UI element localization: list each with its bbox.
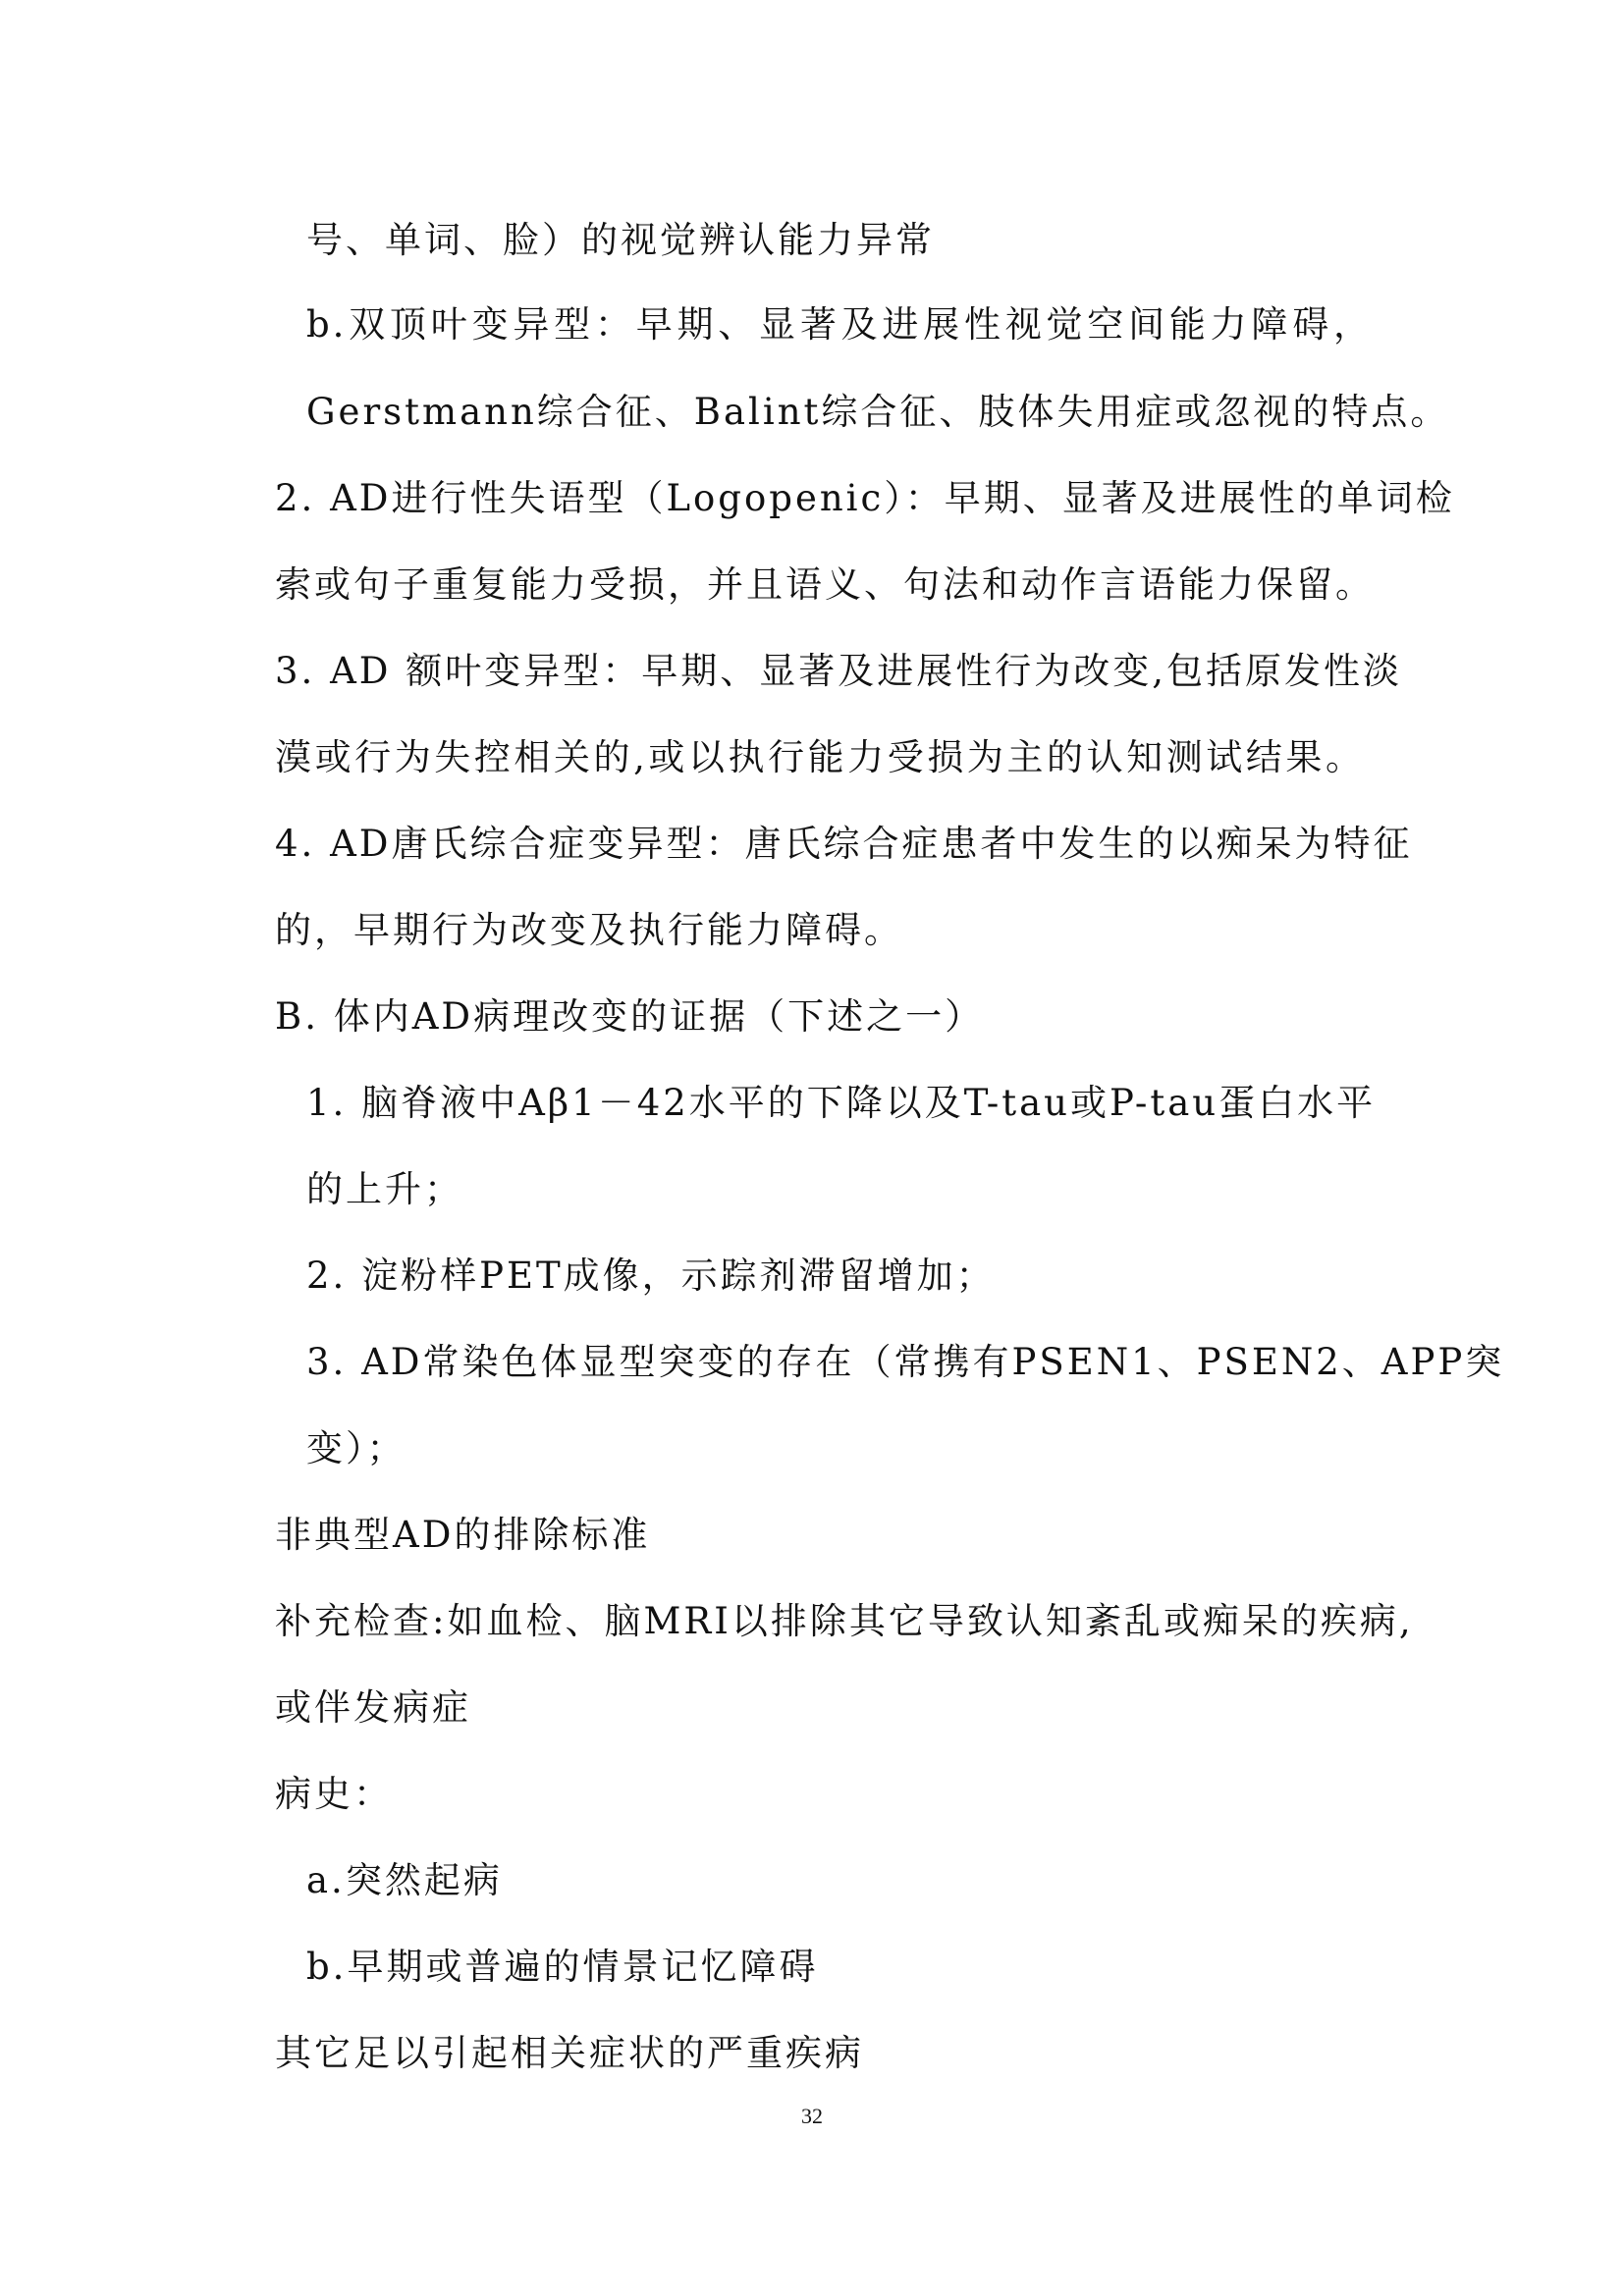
text-line: 3. AD 额叶变异型：早期、显著及进展性行为改变,包括原发性淡 <box>275 650 1402 692</box>
section-heading: 非典型AD的排除标准 <box>275 1514 651 1556</box>
text-line: Gerstmann综合征、Balint综合征、肢体失用症或忽视的特点。 <box>306 391 1450 433</box>
text-line: a.突然起病 <box>306 1859 503 1901</box>
page-number: 32 <box>801 2104 823 2128</box>
text-line: 其它足以引起相关症状的严重疾病 <box>275 2032 864 2074</box>
section-heading: B. 体内AD病理改变的证据（下述之一） <box>275 995 985 1038</box>
text-line: 变）； <box>306 1427 406 1469</box>
text-line: 索或句子重复能力受损，并且语义、句法和动作言语能力保留。 <box>275 563 1375 606</box>
text-line: 漠或行为失控相关的,或以执行能力受损为主的认知测试结果。 <box>275 736 1365 778</box>
text-line: 3. AD常染色体显型突变的存在（常携有PSEN1、PSEN2、APP突 <box>306 1341 1505 1383</box>
text-line: 或伴发病症 <box>275 1686 471 1729</box>
text-line: 1. 脑脊液中Aβ1－42水平的下降以及T-tau或P-tau蛋白水平 <box>306 1082 1377 1124</box>
text-line: 的上升； <box>306 1168 463 1210</box>
text-line: 2. AD进行性失语型（Logopenic）：早期、显著及进展性的单词检 <box>275 477 1455 519</box>
text-line: b.早期或普遍的情景记忆障碍 <box>306 1946 819 1988</box>
text-line: 的，早期行为改变及执行能力障碍。 <box>275 909 903 951</box>
text-line: 4. AD唐氏综合症变异型：唐氏综合症患者中发生的以痴呆为特征 <box>275 823 1413 865</box>
text-line: b.双顶叶变异型：早期、显著及进展性视觉空间能力障碍， <box>306 303 1373 346</box>
text-line: 号、单词、脸）的视觉辨认能力异常 <box>306 219 935 261</box>
text-line: 2. 淀粉样PET成像，示踪剂滞留增加； <box>306 1255 996 1297</box>
text-line: 病史： <box>275 1773 393 1815</box>
text-line: 补充检查:如血检、脑MRI以排除其它导致认知紊乱或痴呆的疾病, <box>275 1600 1414 1642</box>
